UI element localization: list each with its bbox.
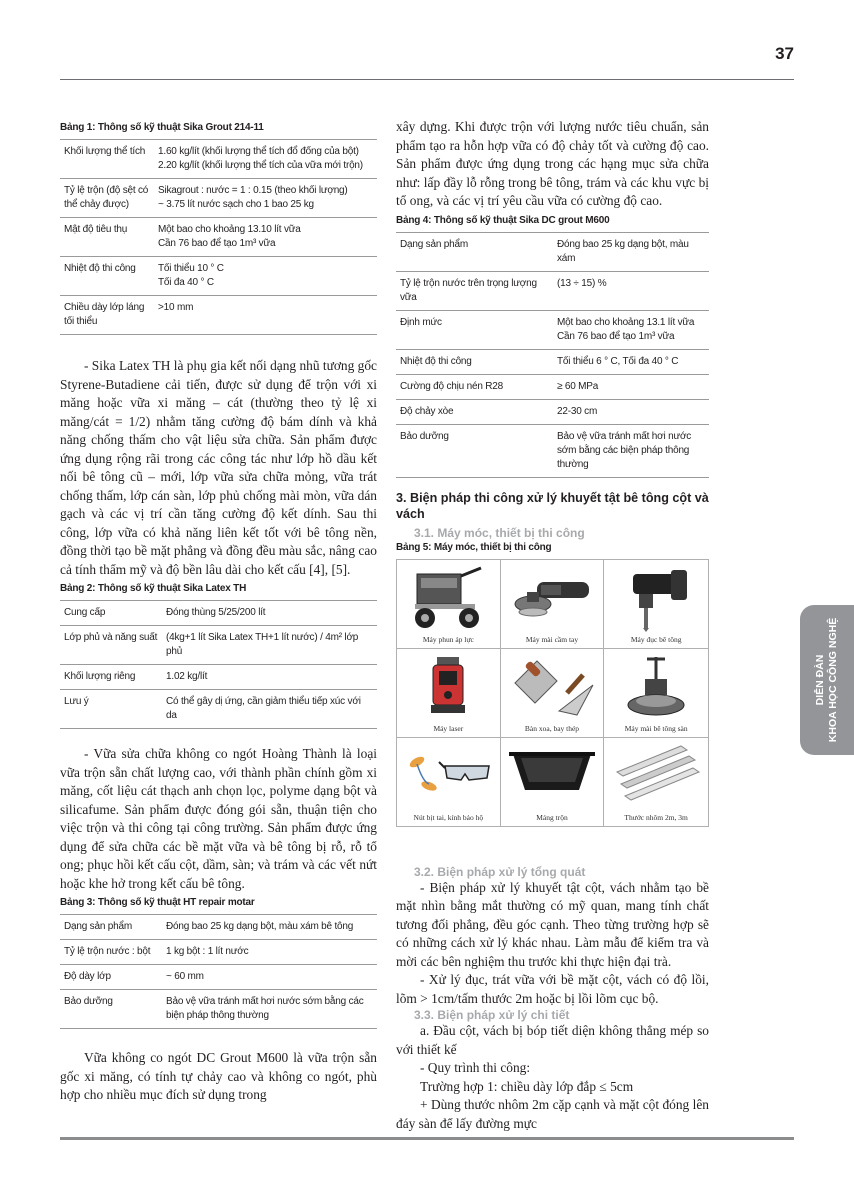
section-tab-line2: KHOA HỌC CÔNG NGHỆ bbox=[827, 617, 839, 743]
left-column bbox=[60, 118, 377, 1105]
table-cell-value: 1.60 kg/lít (khối lượng thể tích đổ đống của bột) 2.20 kg/lít (khối lượng thể tích của vữa mới trộn) bbox=[154, 140, 377, 179]
table-row bbox=[60, 257, 377, 296]
table5-caption: Bảng 5: Máy móc, thiết bị thi công bbox=[396, 541, 552, 553]
table2 bbox=[60, 600, 377, 729]
table-cell-key: Lớp phủ và năng suất bbox=[60, 626, 162, 665]
body-paragraph: + Dùng thước nhôm 2m cặp cạnh và mặt cột đóng lên đáy sàn để lấy đường mực bbox=[396, 1097, 709, 1131]
table-row bbox=[396, 232, 709, 271]
aluminium-ruler-icon bbox=[611, 742, 701, 810]
table-cell-key: Độ chảy xòe bbox=[396, 399, 553, 424]
subsection-heading: 3.3. Biện pháp xử lý chi tiết bbox=[414, 1008, 570, 1022]
equipment-cell bbox=[604, 738, 708, 826]
equipment-cell bbox=[501, 649, 605, 738]
body-paragraph: - Vữa sửa chữa không co ngót Hoàng Thành là loại vữa trộn sẵn chất lượng cao, với thành phần chính gồm xi măng, cốt liệu cát thạch anh chọn lọc, polyme dạng bột và silicafume. Sản phẩm được đóng gói sẵn, thuận tiện cho việc trộn và thi công tại công trường. Sản phẩm được ứng dụng để sửa chữa các bề mặt vữa và bê tông bị rỗ, rỗ tổ ong; phục hồi kết cấu cột, dầm, sàn; và trám và các vết nứt hoặc khe hở trong kết cấu bê tông. bbox=[60, 746, 377, 891]
table-cell-value: >10 mm bbox=[154, 296, 377, 335]
body-paragraph: Vữa không co ngót DC Grout M600 là vữa trộn sẵn gốc xi măng, có tính tự chảy cao và không co ngót, phù hợp cho nhiều mục đích sử dụng trong bbox=[60, 1050, 377, 1102]
table-cell-value: (4kg+1 lít Sika Latex TH+1 lít nước) / 4m² lớp phủ bbox=[162, 626, 377, 665]
table-row bbox=[60, 296, 377, 335]
table-cell-value: 22-30 cm bbox=[553, 399, 709, 424]
equipment-label: Máy mài cầm tay bbox=[525, 634, 579, 644]
header-rule bbox=[60, 79, 794, 80]
table-row bbox=[60, 665, 377, 690]
page-number: 37 bbox=[775, 44, 794, 63]
table-cell-value: Đóng thùng 5/25/200 lít bbox=[162, 601, 377, 626]
equipment-cell bbox=[604, 649, 708, 738]
table-cell-key: Tỷ lệ trộn nước trên trọng lượng vữa bbox=[396, 271, 553, 310]
table-cell-key: Dạng sản phẩm bbox=[396, 232, 553, 271]
table-row bbox=[60, 601, 377, 626]
table-row bbox=[60, 140, 377, 179]
equipment-label: Máy laser bbox=[433, 723, 464, 733]
table3-caption: Bảng 3: Thông số kỹ thuật HT repair motar bbox=[60, 897, 255, 908]
pressure-washer-icon bbox=[403, 564, 493, 632]
section-tab bbox=[800, 605, 854, 755]
table-cell-key: Nhiệt độ thi công bbox=[60, 257, 154, 296]
table-cell-value: ~ 60 mm bbox=[162, 965, 377, 990]
subsection-heading: 3.2. Biện pháp xử lý tổng quát bbox=[414, 864, 586, 879]
table-cell-key: Dạng sản phẩm bbox=[60, 915, 162, 940]
table-cell-key: Khối lượng riêng bbox=[60, 665, 162, 690]
right-column bbox=[396, 118, 709, 1133]
equipment-cell bbox=[397, 738, 501, 826]
table-cell-key: Cường độ chịu nén R28 bbox=[396, 374, 553, 399]
table-row bbox=[396, 374, 709, 399]
table-cell-value: Bảo vệ vữa tránh mất hơi nước sớm bằng các biện pháp thông thường bbox=[162, 990, 377, 1029]
table-row bbox=[396, 271, 709, 310]
section-tab-line1: DIỄN ĐÀN bbox=[814, 654, 826, 706]
table-cell-value: Tối thiểu 6 ° C, Tối đa 40 ° C bbox=[553, 349, 709, 374]
table-cell-key: Độ dày lớp bbox=[60, 965, 162, 990]
table-cell-key: Lưu ý bbox=[60, 690, 162, 729]
table-cell-key: Tỷ lệ trộn nước : bột bbox=[60, 940, 162, 965]
equipment-label: Thước nhôm 2m, 3m bbox=[624, 812, 688, 822]
table-cell-key: Nhiệt độ thi công bbox=[396, 349, 553, 374]
table-cell-value: 1 kg bột : 1 lít nước bbox=[162, 940, 377, 965]
equipment-label: Máy đục bê tông bbox=[630, 634, 682, 644]
equipment-label: Nút bịt tai, kính bảo hộ bbox=[413, 812, 484, 822]
table-row bbox=[60, 690, 377, 729]
section-heading: 3. Biện pháp thi công xử lý khuyết tật bê tông cột và vách bbox=[396, 490, 709, 521]
table2-caption: Bảng 2: Thông số kỹ thuật Sika Latex TH bbox=[60, 583, 247, 594]
table4 bbox=[396, 232, 709, 478]
table-row bbox=[396, 399, 709, 424]
table-cell-key: Cung cấp bbox=[60, 601, 162, 626]
equipment-label: Máy mài bê tông sàn bbox=[624, 723, 688, 733]
table-row bbox=[396, 424, 709, 477]
table1-caption: Bảng 1: Thông số kỹ thuật Sika Grout 214-11 bbox=[60, 122, 264, 133]
table-cell-value: Có thể gây dị ứng, cần giảm thiểu tiếp xúc với da bbox=[162, 690, 377, 729]
equipment-cell bbox=[397, 649, 501, 738]
table-cell-key: Chiều dày lớp láng tối thiểu bbox=[60, 296, 154, 335]
table-row bbox=[60, 179, 377, 218]
body-paragraph: a. Đầu cột, vách bị bóp tiết diện không thẳng mép so với thiết kế bbox=[396, 1023, 709, 1057]
body-paragraph: - Quy trình thi công: bbox=[420, 1060, 531, 1075]
table-row bbox=[60, 626, 377, 665]
table-cell-key: Khối lượng thể tích bbox=[60, 140, 154, 179]
table-row bbox=[60, 218, 377, 257]
table-row bbox=[60, 965, 377, 990]
body-paragraph: - Sika Latex TH là phụ gia kết nối dạng nhũ tương gốc Styrene-Butadiene cải tiến, được sử dụng để trộn với xi măng hoặc vữa xi măng – cát (thường theo tỷ lệ xi măng/cát = 1/2) nhằm tăng cường độ bám dính và khả năng chống thấm cho vật liệu sửa chữa. Sản phẩm được ứng dụng rộng rãi trong các công tác như lớp hồ dầu kết nối bê tông cũ – mới, lớp vữa sửa chữa mỏng, vữa trát chống thấm, lớp cán sàn, lớp phủ chống mài mòn, vữa dán gạch và các vị trí cần tăng cường độ kết dính. Sau thi công, lớp vữa có khả năng liên kết tốt với bê tông nền, đồng thời tạo bề mặt phẳng và đồng đều màu sắc, nâng cao cả tính thẩm mỹ và độ bền lâu dài cho kết cấu [4], [5]. bbox=[60, 358, 378, 577]
equipment-cell bbox=[501, 560, 605, 649]
safety-gear-icon bbox=[403, 742, 493, 810]
laser-level-icon bbox=[403, 653, 493, 721]
equipment-cell bbox=[604, 560, 708, 649]
table-cell-value: Đóng bao 25 kg dạng bột, màu xám bbox=[553, 232, 709, 271]
floor-grinder-icon bbox=[611, 653, 701, 721]
table-cell-key: Định mức bbox=[396, 310, 553, 349]
equipment-label: Máng trộn bbox=[536, 812, 568, 822]
body-paragraph: - Xử lý đục, trát vữa với bề mặt cột, vách có độ lồi, lõm > 1cm/tấm thước 2m hoặc bị lồi lõm cục bộ. bbox=[396, 972, 709, 1006]
mixing-tray-icon bbox=[507, 742, 597, 810]
table-cell-value: ≥ 60 MPa bbox=[553, 374, 709, 399]
table-cell-value: Một bao cho khoảng 13.10 lít vữa Cần 76 bao để tạo 1m³ vữa bbox=[154, 218, 377, 257]
body-paragraph: - Biện pháp xử lý khuyết tật cột, vách nhằm tạo bề mặt nhìn bằng mắt thường có mỹ quan, mang tính chất tương đối phẳng, đều góc cạnh. Theo từng trường hợp sẽ có những cách xử lý khác nhau. Làm mẫu để kiểm tra và mời các bên nghiệm thu trước khi thực hiện đại trà. bbox=[396, 879, 709, 969]
table4-caption: Bảng 4: Thông số kỹ thuật Sika DC grout M600 bbox=[396, 214, 610, 226]
footer-rule bbox=[60, 1137, 794, 1140]
table-row bbox=[60, 990, 377, 1029]
table-row bbox=[60, 915, 377, 940]
table3 bbox=[60, 914, 377, 1029]
equipment-grid bbox=[396, 559, 709, 827]
subsection-heading: 3.1. Máy móc, thiết bị thi công bbox=[414, 525, 585, 540]
table-cell-value: Bảo vệ vữa tránh mất hơi nước sớm bằng các biện pháp thông thường bbox=[553, 424, 709, 477]
trowel-icon bbox=[507, 653, 597, 721]
table-cell-value: Sikagrout : nước = 1 : 0.15 (theo khối lượng) ~ 3.75 lít nước sạch cho 1 bao 25 kg bbox=[154, 179, 377, 218]
table-cell-value: (13 ÷ 15) % bbox=[553, 271, 709, 310]
table-row bbox=[60, 940, 377, 965]
demolition-hammer-icon bbox=[611, 564, 701, 632]
angle-grinder-icon bbox=[507, 564, 597, 632]
equipment-label: Máy phun áp lực bbox=[422, 634, 474, 644]
table1 bbox=[60, 139, 377, 335]
table-cell-value: Đóng bao 25 kg dạng bột, màu xám bê tông bbox=[162, 915, 377, 940]
section-tab-label bbox=[814, 618, 840, 742]
table-cell-value: Tối thiểu 10 ° C Tối đa 40 ° C bbox=[154, 257, 377, 296]
table-row bbox=[396, 310, 709, 349]
equipment-label: Bàn xoa, bay thép bbox=[524, 723, 580, 733]
body-paragraph: Trường hợp 1: chiều dày lớp đắp ≤ 5cm bbox=[420, 1078, 634, 1094]
table-cell-value: 1.02 kg/lít bbox=[162, 665, 377, 690]
table-cell-value: Một bao cho khoảng 13.1 lít vữa Cần 76 bao để tạo 1m³ vữa bbox=[553, 310, 709, 349]
table-cell-key: Bảo dưỡng bbox=[60, 990, 162, 1029]
table-row bbox=[396, 349, 709, 374]
table-cell-key: Tỷ lệ trộn (độ sệt có thể chảy được) bbox=[60, 179, 154, 218]
equipment-cell bbox=[501, 738, 605, 826]
table-cell-key: Bảo dưỡng bbox=[396, 424, 553, 477]
table-cell-key: Mật độ tiêu thụ bbox=[60, 218, 154, 257]
body-paragraph: xây dựng. Khi được trộn với lượng nước tiêu chuẩn, sản phẩm tạo ra hỗn hợp vữa có độ chảy tốt và cường độ cao. Sản phẩm được ứng dụng trong các hạng mục sửa chữa như: lấp đầy lỗ rỗng trong bê tông, trám và các khu vực bị tổ ong, và các vị trí yêu cầu vữa có cường độ cao. bbox=[396, 119, 709, 208]
equipment-cell bbox=[397, 560, 501, 649]
